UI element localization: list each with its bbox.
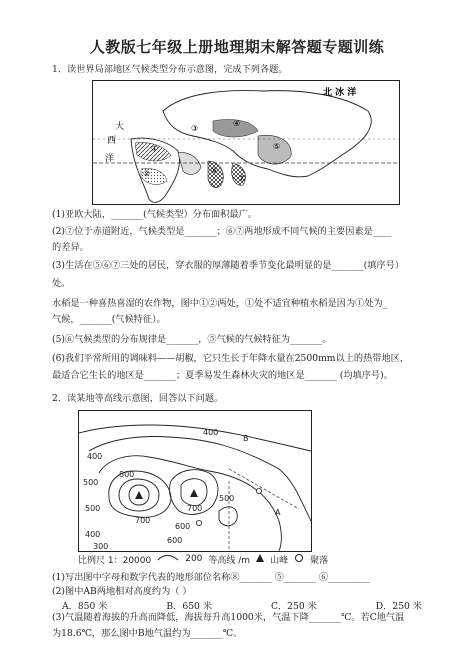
option-d: D．250 米	[375, 601, 422, 612]
contour-label-800: 800	[119, 470, 135, 479]
settlement-icon	[294, 553, 304, 566]
legend-contour-icon	[157, 553, 179, 566]
option-b: B．650 米	[166, 601, 213, 612]
q1-line-3: 的差异。	[52, 242, 89, 253]
q2-line-1: (1)写出图中字母和数字代表的地形部位名称⑧_______ ⑤_______ ⑥_________	[52, 572, 370, 583]
q1-line-4: (3)生活在⑤⑥⑦三处的居民，穿衣服的厚薄随着季节变化最明显的是_______(填序号）	[52, 260, 404, 271]
q2-line-3: (3)气温随着海拔的升高而降低，海拔每升高1000米，气温下降_______℃。若C地气温	[52, 612, 405, 623]
legend-contour-text: 等高线 /m	[208, 555, 251, 566]
page-title: 人教版七年级上册地理期末解答题专题训练	[89, 38, 385, 56]
map-marker-6: ⑥	[211, 166, 219, 175]
contour-label-700: 700	[135, 516, 151, 525]
map-marker-3: ③	[191, 124, 199, 133]
arabia-region	[178, 153, 201, 175]
contour-label-300: 300	[93, 542, 109, 551]
settlement-marker-1	[256, 488, 261, 493]
option-c: C．250 米	[270, 601, 317, 612]
q2-options	[62, 598, 422, 612]
contour-legend	[78, 552, 329, 566]
legend-settlement: 聚落	[310, 555, 329, 566]
contour-label-400b: 400	[85, 530, 101, 539]
question-2-stem: 2．读某地等高线示意图，回答以下问题。	[52, 393, 224, 404]
point-b-label: B	[243, 434, 249, 443]
map-marker-4: ④	[233, 119, 241, 128]
q2-line-2: (2)图中AB两地相对高度约为（ ）	[52, 586, 192, 597]
question-1-stem: 1．读世界局部地区气候类型分布示意图，完成下列各题。	[52, 64, 288, 75]
arctic-ocean-label: 北 冰 洋	[323, 88, 357, 98]
map-marker-5: ⑤	[273, 142, 281, 151]
contour-label-500c: 500	[219, 494, 235, 503]
q1-line-5: 处。	[52, 278, 71, 289]
map-marker-2: ②	[143, 169, 151, 178]
map-marker-7: ⑦	[238, 174, 246, 183]
point-a-label: A	[275, 508, 281, 517]
q1-line-10: 最适合它生长的地区是_______；夏季易发生森林火灾的地区是_______ (均填序号)。	[52, 370, 393, 381]
q1-line-2: (2)⑦位于赤道附近，气候类型是_______；⑥⑦两地形成不同气候的主要因素是____	[52, 226, 392, 237]
q1-line-1: (1)亚欧大陆，_______(气候类型）分布面积最广。	[52, 209, 257, 220]
q1-line-9: (6)我们平常所用的调味料——胡椒，它只生长于年降水量在2500mm以上的热带地区，	[52, 353, 410, 364]
contour-label-400: 400	[87, 452, 103, 461]
climate-map	[92, 80, 400, 205]
contour-label-400c: 400	[203, 428, 219, 437]
peak-marker-2	[190, 489, 198, 497]
q1-line-8: (5)⑥气候类型的分布规律是_______，⑤气候的气候特征为_______。	[52, 334, 332, 345]
q1-line-6: 水稻是一种喜热喜湿的农作物，图中①②两处，①处不适宜种植水稻是因为①处为_	[52, 298, 388, 309]
peak-icon	[256, 553, 264, 566]
legend-contour-value: 200	[185, 554, 203, 564]
contour-label-500b: 500	[85, 504, 101, 513]
contour-label-500: 500	[83, 478, 99, 487]
atlantic-label-1: 大	[115, 122, 125, 132]
contour-label-700b: 700	[187, 504, 203, 513]
atlantic-label-2: 西	[107, 136, 117, 146]
q2-line-4: 为18.6℃，那么图中B地气温约为_______℃。	[52, 628, 243, 639]
settlement-marker-2	[196, 520, 201, 525]
contour-map	[78, 410, 312, 552]
q1-line-7: 气候，_______(气候特征）。	[52, 314, 166, 325]
contour-label-600: 600	[175, 522, 191, 531]
atlantic-label-3: 洋	[105, 154, 115, 164]
contour-label-600b: 600	[167, 536, 183, 545]
map-marker-1: ①	[151, 144, 159, 153]
legend-scale: 比例尺 1：20000	[78, 555, 152, 566]
option-a: A．850 米	[62, 601, 108, 612]
legend-peak: 山峰	[270, 555, 289, 566]
peak-marker-1	[135, 491, 143, 499]
